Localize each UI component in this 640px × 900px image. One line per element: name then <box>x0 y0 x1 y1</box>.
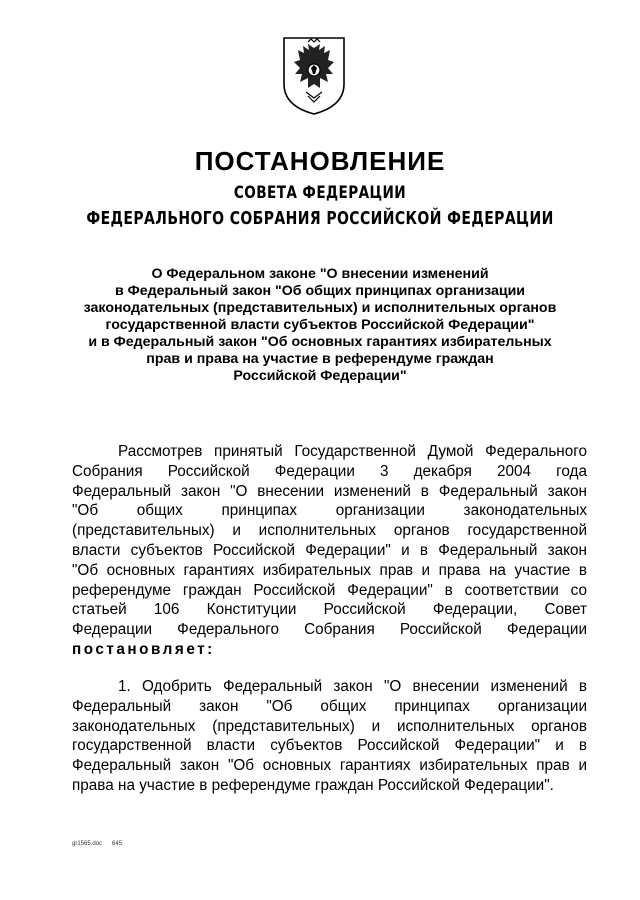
subject-line: прав и права на участие в референдуме граждан <box>146 351 494 367</box>
paragraph-line: Федеральный закон "Об общих принципах организации <box>72 697 587 715</box>
paragraph-line: права на участие в референдуме граждан Российской Федерации". <box>72 776 554 794</box>
decision-word: постановляет: <box>72 640 215 658</box>
paragraph-line: (представительных) и исполнительных органов государственной <box>72 522 587 540</box>
russian-coat-of-arms-icon <box>278 34 350 116</box>
issuer-line-2: ФЕДЕРАЛЬНОГО СОБРАНИЯ РОССИЙСКОЙ ФЕДЕРАЦИИ <box>86 209 554 229</box>
paragraph-line: статьей 106 Конституции Российской Федерации, Совет <box>72 601 587 619</box>
subject-line: законодательных (представительных) и исполнительных органов <box>83 300 557 316</box>
issuer-line-1: СОВЕТА ФЕДЕРАЦИИ <box>233 183 407 203</box>
resolution-item-1 <box>72 677 587 796</box>
paragraph-line: государственной власти субъектов Российской Федерации" и в <box>72 737 587 755</box>
paragraph-line: Рассмотрев принятый Государственной Думой Федерального <box>118 443 587 460</box>
paragraph-line: "Об общих принципах организации законодательных <box>72 502 587 520</box>
subject-line: государственной власти субъектов Российской Федерации" <box>105 317 535 333</box>
document-title: ПОСТАНОВЛЕНИЕ <box>194 146 446 176</box>
subject-line: О Федеральном законе "О внесении изменений <box>151 266 489 282</box>
paragraph-line: Федеральный закон "Об основных гарантиях избирательных прав и <box>72 757 587 775</box>
footer-code: 645 <box>112 841 123 847</box>
footer-filename: gr1565.doc <box>72 841 103 847</box>
preamble-paragraph <box>72 442 587 660</box>
document-footer <box>72 841 122 847</box>
subject-line: Российской Федерации" <box>233 368 407 384</box>
paragraph-line: власти субъектов Российской Федерации" и в Федеральный закон <box>72 541 587 559</box>
paragraph-line: 1. Одобрить Федеральный закон "О внесении изменений в <box>118 678 587 695</box>
coat-of-arms-emblem <box>278 34 350 116</box>
paragraph-line: Собрания Российской Федерации 3 декабря 2004 года <box>72 462 587 480</box>
subject-line: в Федеральный закон "Об общих принципах организации <box>114 283 526 299</box>
paragraph-line: законодательных (представительных) и исполнительных органов <box>72 717 587 735</box>
paragraph-line: Федеральный закон "О внесении изменений в Федеральный закон <box>72 482 587 500</box>
subject-block <box>40 266 600 385</box>
paragraph-line: референдуме граждан Российской Федерации" в соответствии со <box>72 581 587 599</box>
paragraph-line: Федерации Федерального Собрания Российской Федерации <box>72 621 587 639</box>
subject-line: и в Федеральный закон "Об основных гарантиях избирательных <box>88 334 552 350</box>
paragraph-line: "Об основных гарантиях избирательных прав и права на участие в <box>72 561 587 579</box>
